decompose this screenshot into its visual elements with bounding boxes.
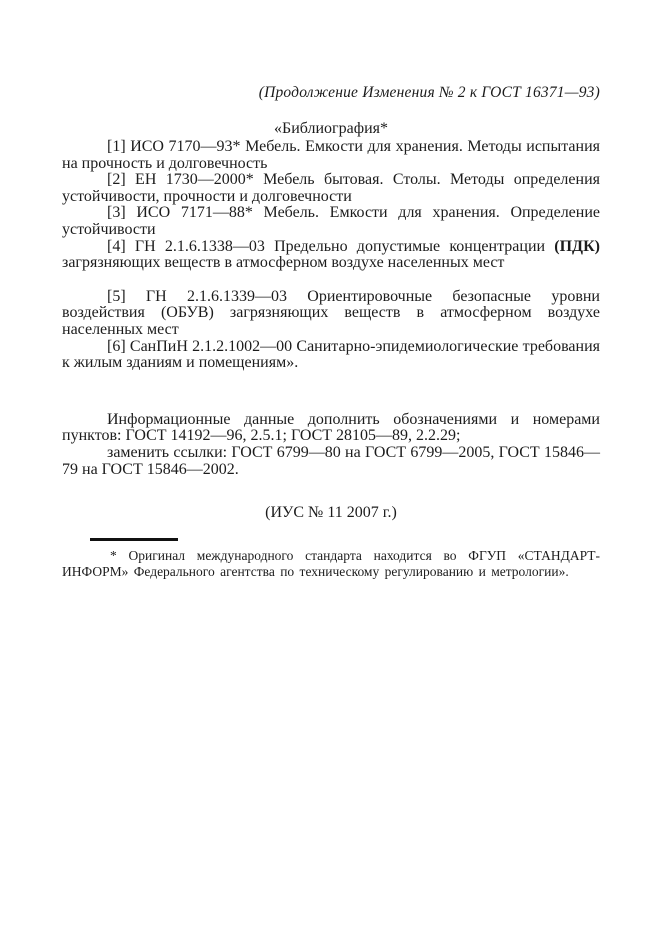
ius-note: (ИУС № 11 2007 г.): [265, 504, 397, 522]
footnote-text: * Оригинал международного стандарта находится во ФГУП «СТАНДАРТ-ИНФОРМ» Федерального агентства по техническому регулированию и метрологии».: [62, 547, 600, 580]
bibliography-entry-3: [3] ИСО 7171—88* Мебель. Емкости для хранения. Определение устойчивости: [62, 204, 600, 238]
bibliography-entry-2: [2] ЕН 1730—2000* Мебель бытовая. Столы. Методы определения устойчивости, прочности и долговечности: [62, 171, 600, 205]
bibliography-entry-6: [6] СанПиН 2.1.2.1002—00 Санитарно-эпидемиологические требования к жилым зданиям и помещениям».: [62, 337, 600, 372]
footnote-divider: [90, 538, 178, 541]
running-header: (Продолжение Изменения № 2 к ГОСТ 16371—93): [258, 84, 600, 101]
bibliography-entry-4: [62, 239, 600, 272]
amendment-paragraph-1: Информационные данные дополнить обозначениями и номерами пунктов: ГОСТ 14192—96, 2.5.1; ГОСТ 28105—89, 2.2.29;: [62, 410, 600, 445]
bibliography-entry-4-text-pre: [4] ГН 2.1.6.1338—03 Предельно допустимые концентрации: [107, 237, 555, 255]
bibliography-entry-5: [5] ГН 2.1.6.1339—03 Ориентировочные безопасные уровни воздействия (ОБУВ) загрязняющих веществ в атмосферном воздухе населенных мест: [62, 287, 600, 338]
amendment-paragraph-2: заменить ссылки: ГОСТ 6799—80 на ГОСТ 6799—2005, ГОСТ 15846—79 на ГОСТ 15846—2002.: [62, 443, 600, 478]
bibliography-entry-1: [1] ИСО 7170—93* Мебель. Емкости для хранения. Методы испытания на прочность и долговечность: [62, 138, 600, 172]
bibliography-entry-4-text-post: загрязняющих веществ в атмосферном воздухе населенных мест: [62, 254, 505, 272]
pdk-abbreviation: (ПДК): [554, 237, 600, 255]
section-title: «Библиография*: [274, 120, 388, 137]
